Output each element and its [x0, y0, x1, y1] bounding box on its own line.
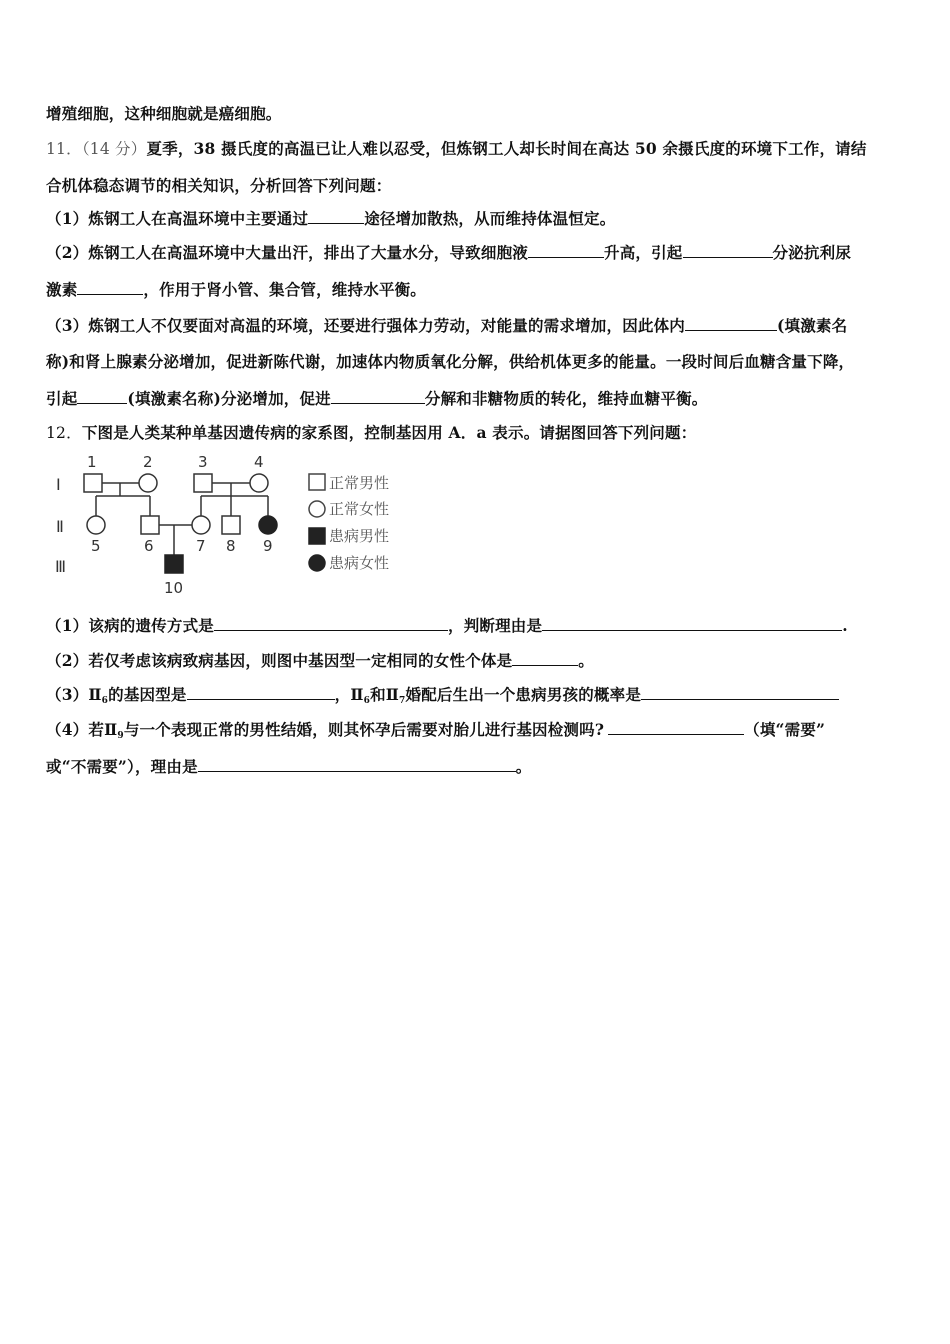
individual-3-normal-male: [194, 474, 212, 492]
q11-p3-text-e: (填激素名称)分泌增加，促进: [127, 389, 331, 408]
q11-p3-text-b: (填激素名: [777, 316, 848, 335]
subscript-6b: 6: [363, 696, 371, 706]
answer-blank[interactable]: [528, 243, 604, 258]
answer-blank[interactable]: [542, 616, 842, 631]
q12-part4-line2: [46, 755, 532, 777]
q12-p3-text-e: 婚配后生出一个患病男孩的概率是: [405, 685, 642, 704]
q11-intro-line2: 合机体稳态调节的相关知识，分析回答下列问题：: [46, 176, 392, 195]
subscript-6: 6: [101, 696, 109, 706]
legend-affected-female: 患病女性: [329, 554, 390, 572]
individual-number-9: 9: [263, 537, 273, 555]
generation-label-3: Ⅲ: [55, 557, 67, 576]
q11-p1-text-b: 途径增加散热，从而维持体温恒定。: [364, 209, 616, 228]
answer-blank[interactable]: [608, 720, 744, 735]
individual-7-normal-female: [192, 516, 210, 534]
q12-p3-text-a: （3）Ⅱ: [46, 685, 102, 704]
q12-p3-text-d: 和Ⅱ: [370, 685, 400, 704]
q12-part3: [46, 683, 839, 706]
legend-affected-female-icon: [309, 555, 325, 571]
individual-2-normal-female: [139, 474, 157, 492]
answer-blank[interactable]: [77, 280, 143, 295]
q12-part4-line1: [46, 718, 825, 741]
individual-number-2: 2: [143, 453, 153, 471]
individual-8-normal-male: [222, 516, 240, 534]
individual-number-8: 8: [226, 537, 236, 555]
q12-p3-text-b: 的基因型是: [108, 685, 187, 704]
answer-blank[interactable]: [331, 389, 425, 404]
individual-4-normal-female: [250, 474, 268, 492]
answer-blank[interactable]: [214, 616, 448, 631]
individual-9-affected-female: [259, 516, 277, 534]
q12-intro-text: 下图是人类某种单基因遗传病的家系图，控制基因用 A．a 表示。请据图回答下列问题：: [81, 423, 697, 442]
q12-p4-text-e: 。: [515, 757, 532, 776]
q11-part1: [46, 207, 615, 229]
subscript-9: 9: [117, 731, 124, 741]
individual-1-normal-male: [84, 474, 102, 492]
q11-part2-line1: [46, 241, 851, 263]
answer-blank[interactable]: [308, 209, 364, 224]
q12-intro: [46, 421, 696, 443]
legend-affected-male: 患病男性: [329, 527, 390, 545]
q12-p1-text-a: （1）该病的遗传方式是: [46, 616, 214, 635]
q11-part3-line2: 称)和肾上腺素分泌增加，促进新陈代谢，加速体内物质氧化分解，供给机体更多的能量。一段时间后血糖含量下降，: [46, 352, 855, 371]
individual-number-6: 6: [144, 537, 154, 555]
answer-blank[interactable]: [641, 685, 839, 700]
q11-p3-text-f: 分解和非糖物质的转化，维持血糖平衡。: [424, 389, 708, 408]
q11-p2-text-b: 升高，引起: [604, 243, 683, 262]
legend-normal-male: 正常男性: [329, 474, 390, 492]
q11-p2-text-a: （2）炼钢工人在高温环境中大量出汗，排出了大量水分，导致细胞液: [46, 243, 528, 262]
individual-number-1: 1: [87, 453, 97, 471]
subscript-7: 7: [399, 696, 406, 706]
answer-blank[interactable]: [198, 757, 516, 772]
answer-blank[interactable]: [685, 316, 777, 331]
q11-p2-text-e: ，作用于肾小管、集合管，维持水平衡。: [143, 280, 427, 299]
q12-p2-text-b: 。: [578, 651, 594, 670]
q11-p3-text-a: （3）炼钢工人不仅要面对高温的环境，还要进行强体力劳动，对能量的需求增加，因此体内: [46, 316, 685, 335]
q11-part3-line3: [46, 387, 707, 409]
pedigree-chart: [46, 450, 426, 600]
q12-p2-text-a: （2）若仅考虑该病致病基因，则图中基因型一定相同的女性个体是: [46, 651, 513, 670]
q11-part3-line1: [46, 314, 847, 336]
q11-intro-text: 夏季，38 摄氏度的高温已让人难以忍受，但炼钢工人却长时间在高达 50 余摄氏度的环境下工作，请结: [146, 139, 867, 158]
legend-normal-female: 正常女性: [329, 500, 390, 518]
answer-blank[interactable]: [512, 651, 578, 666]
individual-number-7: 7: [196, 537, 206, 555]
q11-score: （14 分）: [81, 140, 147, 158]
q11-p2-text-d: 激素: [46, 280, 78, 299]
individual-10-affected-male: [165, 555, 183, 573]
q12-p4-text-d: 或“不需要”），理由是: [46, 757, 198, 776]
individual-number-10: 10: [164, 579, 184, 597]
individual-number-4: 4: [254, 453, 264, 471]
generation-label-1: Ⅰ: [56, 475, 61, 494]
individual-5-normal-female: [87, 516, 105, 534]
answer-blank[interactable]: [187, 685, 335, 700]
q12-number: 12．: [46, 424, 82, 442]
legend-normal-female-icon: [309, 501, 325, 517]
q11-p3-text-d: 引起: [46, 389, 78, 408]
individual-number-3: 3: [198, 453, 208, 471]
individual-number-5: 5: [91, 537, 101, 555]
legend-normal-male-icon: [309, 474, 325, 490]
q11-p2-text-c: 分泌抗利尿: [772, 243, 852, 262]
q11-part2-line2: [46, 278, 426, 300]
q12-part1: [46, 614, 848, 636]
individual-6-normal-male: [141, 516, 159, 534]
q11-number: 11．: [46, 140, 82, 158]
pedigree-lines: [96, 483, 268, 555]
q12-p3-text-c: ，Ⅱ: [334, 685, 364, 704]
answer-blank[interactable]: [77, 389, 127, 404]
legend-affected-male-icon: [309, 528, 325, 544]
answer-blank[interactable]: [683, 243, 773, 258]
q11-p1-text-a: （1）炼钢工人在高温环境中主要通过: [46, 209, 309, 228]
q11-intro-line1: [46, 137, 867, 159]
q12-p4-text-b: 与一个表现正常的男性结婚，则其怀孕后需要对胎儿进行基因检测吗?: [123, 720, 605, 739]
generation-label-2: Ⅱ: [56, 517, 64, 536]
q12-p4-text-a: （4）若Ⅱ: [46, 720, 118, 739]
q12-p4-text-c: （填“需要”: [744, 720, 826, 739]
previous-question-tail: 增殖细胞，这种细胞就是癌细胞。: [46, 104, 282, 123]
q12-part2: [46, 649, 594, 671]
q12-p1-text-b: ，判断理由是: [448, 616, 543, 635]
q12-p1-text-c: .: [842, 616, 848, 635]
